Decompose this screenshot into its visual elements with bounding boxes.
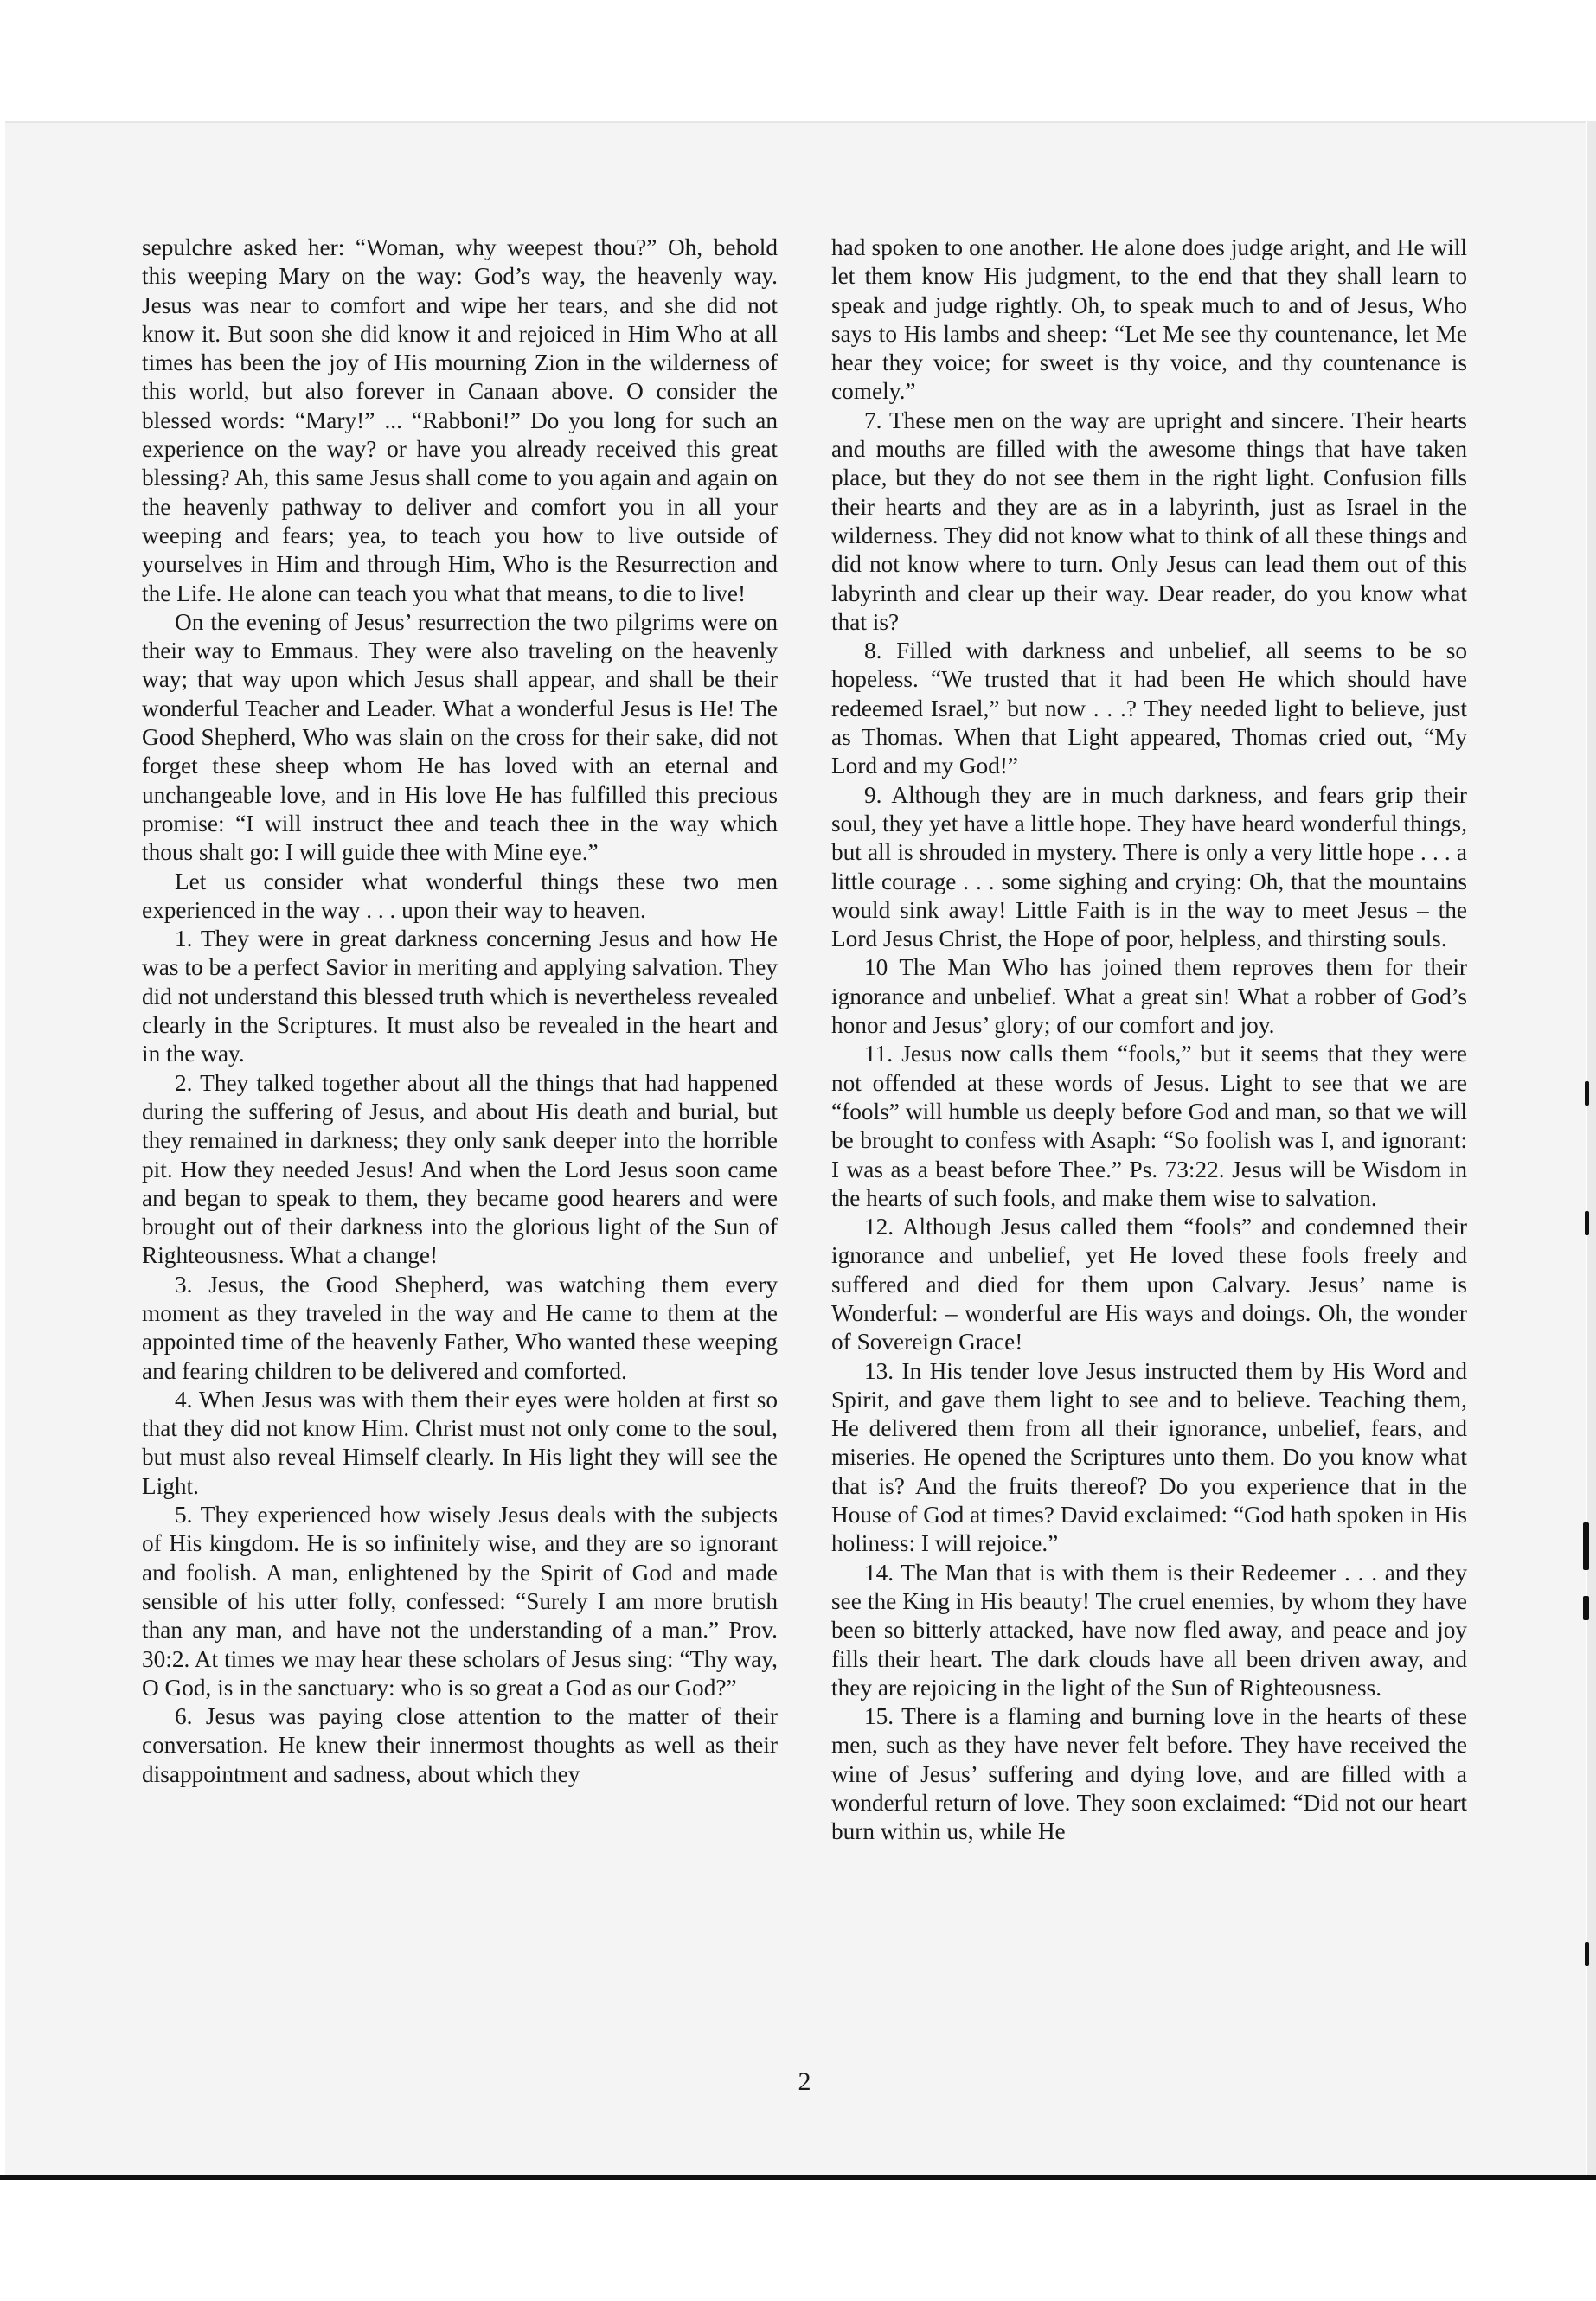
paragraph: On the evening of Jesus’ resurrection the two pilgrims were on their way to Emmaus. They were also traveling on the heavenly way; that way upon which Jesus shall appear, and shall be their wonderful Teacher and Leader. What a wonderful Jesus is He! The Good Shepherd, Who was slain on the cross for their sake, did not forget these sheep whom He has loved with an eternal and unchangeable love, and in His love He has fulfilled this precious promise: “I will instruct thee and teach thee in the way which thous shalt go: I will guide thee with Mine eye.” — [142, 608, 778, 866]
paragraph: 10 The Man Who has joined them reproves them for their ignorance and unbelief. What a great sin! What a robber of God’s honor and Jesus’ glory; of our comfort and joy. — [831, 954, 1467, 1039]
paragraph: 1. They were in great darkness concerning Jesus and how He was to be a perfect Savior in meriting and applying salvation. They did not understand this blessed truth which is nevertheless revealed clearly in the Scriptures. It must also be revealed in the heart and in the way. — [142, 926, 778, 1067]
right-text-column — [831, 234, 1467, 1847]
paragraph: 3. Jesus, the Good Shepherd, was watching them every moment as they traveled in the way and He came to them at the appointed time of the heavenly Father, Who wanted these weeping and fearing children to be delivered and comforted. — [142, 1271, 778, 1384]
paragraph: had spoken to one another. He alone does judge aright, and He will let them know His judgment, to the end that they shall learn to speak and judge rightly. Oh, to speak much to and of Jesus, Who says to His lambs and sheep: “Let Me see thy countenance, let Me hear they voice; for sweet is thy voice, and thy countenance is comely.” — [831, 234, 1467, 405]
paragraph: 6. Jesus was paying close attention to the matter of their conversation. He knew their innermost thoughts as well as their disappointment and sadness, about which they — [142, 1703, 778, 1787]
paragraph: 11. Jesus now calls them “fools,” but it seems that they were not offended at these words of Jesus. Light to see that we are “fools” will humble us deeply before God and man, so that we will be brought to confess with Asaph: “So foolish was I, and ignorant: I was as a beast before Thee.” Ps. 73:22. Jesus will be Wisdom in the hearts of such fools, and make them wise to salvation. — [831, 1041, 1467, 1211]
paragraph: 4. When Jesus was with them their eyes were holden at first so that they did not know Him. Christ must not only come to the soul, but must also reveal Himself clearly. In His light they will see the Light. — [142, 1386, 778, 1499]
paragraph: Let us consider what wonderful things these two men experienced in the way . . . upon their way to heaven. — [142, 868, 778, 923]
paragraph: 13. In His tender love Jesus instructed them by His Word and Spirit, and gave them light to see and to believe. Teaching them, He delivered them from all their ignorance, unbelief, fears, and miseries. He opened the Scriptures unto them. Do you know what that is? And the fruits thereof? Do you experience that in the House of God at times? David exclaimed: “God hath spoken in His holiness: I will rejoice.” — [831, 1357, 1467, 1557]
paragraph: 5. They experienced how wisely Jesus deals with the subjects of His kingdom. He is so infinitely wise, and they are so ignorant and foolish. A man, enlightened by the Spirit of God and made sensible of his utter folly, confessed: “Surely I am more brutish than any man, and have not the understanding of a man.” Prov. 30:2. At times we may hear these scholars of Jesus sing: “Thy way, O God, is in the sanctuary: who is so great a God as our God?” — [142, 1502, 778, 1701]
scan-mark — [1585, 1942, 1589, 1966]
scan-mark — [1583, 1596, 1589, 1620]
paragraph: 15. There is a flaming and burning love in the hearts of these men, such as they have never felt before. They have received the wine of Jesus’ suffering and dying love, and are filled with a wonderful return of love. They soon exclaimed: “Did not our heart burn within us, while He — [831, 1703, 1467, 1845]
paragraph: 14. The Man that is with them is their Redeemer . . . and they see the King in His beauty! The cruel enemies, by whom they have been so bitterly attacked, have now fled away, and peace and joy fills their heart. The dark clouds have all been driven away, and they are rejoicing in the light of the Sun of Righteousness. — [831, 1559, 1467, 1701]
scan-mark — [1583, 1522, 1589, 1570]
paragraph: 8. Filled with darkness and unbelief, all seems to be so hopeless. “We trusted that it had been He which should have redeemed Israel,” but now . . .? They needed light to believe, just as Thomas. When that Light appeared, Thomas cried out, “My Lord and my God!” — [831, 638, 1467, 779]
paragraph: 2. They talked together about all the things that had happened during the suffering of Jesus, and about His death and burial, but they remained in darkness; they only sank deeper into the horrible pit. How they needed Jesus! And when the Lord Jesus soon came and began to speak to them, they became good hearers and were brought out of their darkness into the glorious light of the Sun of Righteousness. What a change! — [142, 1069, 778, 1269]
paragraph: 9. Although they are in much darkness, and fears grip their soul, they yet have a little hope. They have heard wonderful things, but all is shrouded in mystery. There is only a very little hope . . . a little courage . . . some sighing and crying: Oh, that the mountains would sink away! Little Faith is in the way to meet Jesus – the Lord Jesus Christ, the Hope of poor, helpless, and thirsting souls. — [831, 781, 1467, 952]
scan-mark — [1585, 1211, 1589, 1235]
page-number: 2 — [798, 2067, 811, 2096]
scan-background-top — [0, 0, 1596, 121]
scan-mark — [1585, 1081, 1589, 1106]
scan-right-edge — [1587, 121, 1596, 2176]
scan-bottom-edge — [0, 2175, 1596, 2180]
paragraph: 12. Although Jesus called them “fools” and condemned their ignorance and unbelief, yet He loved these fools freely and suffered and died for them upon Calvary. Jesus’ name is Wonderful: – wonderful are His ways and doings. Oh, the wonder of Sovereign Grace! — [831, 1214, 1467, 1356]
left-text-column — [142, 234, 778, 1789]
paragraph: sepulchre asked her: “Woman, why weepest thou?” Oh, behold this weeping Mary on the way: God’s way, the heavenly way. Jesus was near to comfort and wipe her tears, and she did not know it. But soon she did know it and rejoiced in Him Who at all times has been the joy of His mourning Zion in the wilderness of this world, but also forever in Canaan above. O consider the blessed words: “Mary!” ... “Rabboni!” Do you long for such an experience on the way? or have you already received this great blessing? Ah, this same Jesus shall come to you again and again on the heavenly pathway to deliver and comfort you in all your weeping and fears; yea, to teach you how to live outside of yourselves in Him and through Him, Who is the Resurrection and the Life. He alone can teach you what that means, to die to live! — [142, 234, 778, 606]
paragraph: 7. These men on the way are upright and sincere. Their hearts and mouths are filled with the awesome things that have taken place, but they do not see them in the right light. Confusion fills their hearts and they are as in a labyrinth, just as Israel in the wilderness. They did not know what to think of all these things and did not know where to turn. Only Jesus can lead them out of this labyrinth and clear up their way. Dear reader, do you know what that is? — [831, 407, 1467, 635]
